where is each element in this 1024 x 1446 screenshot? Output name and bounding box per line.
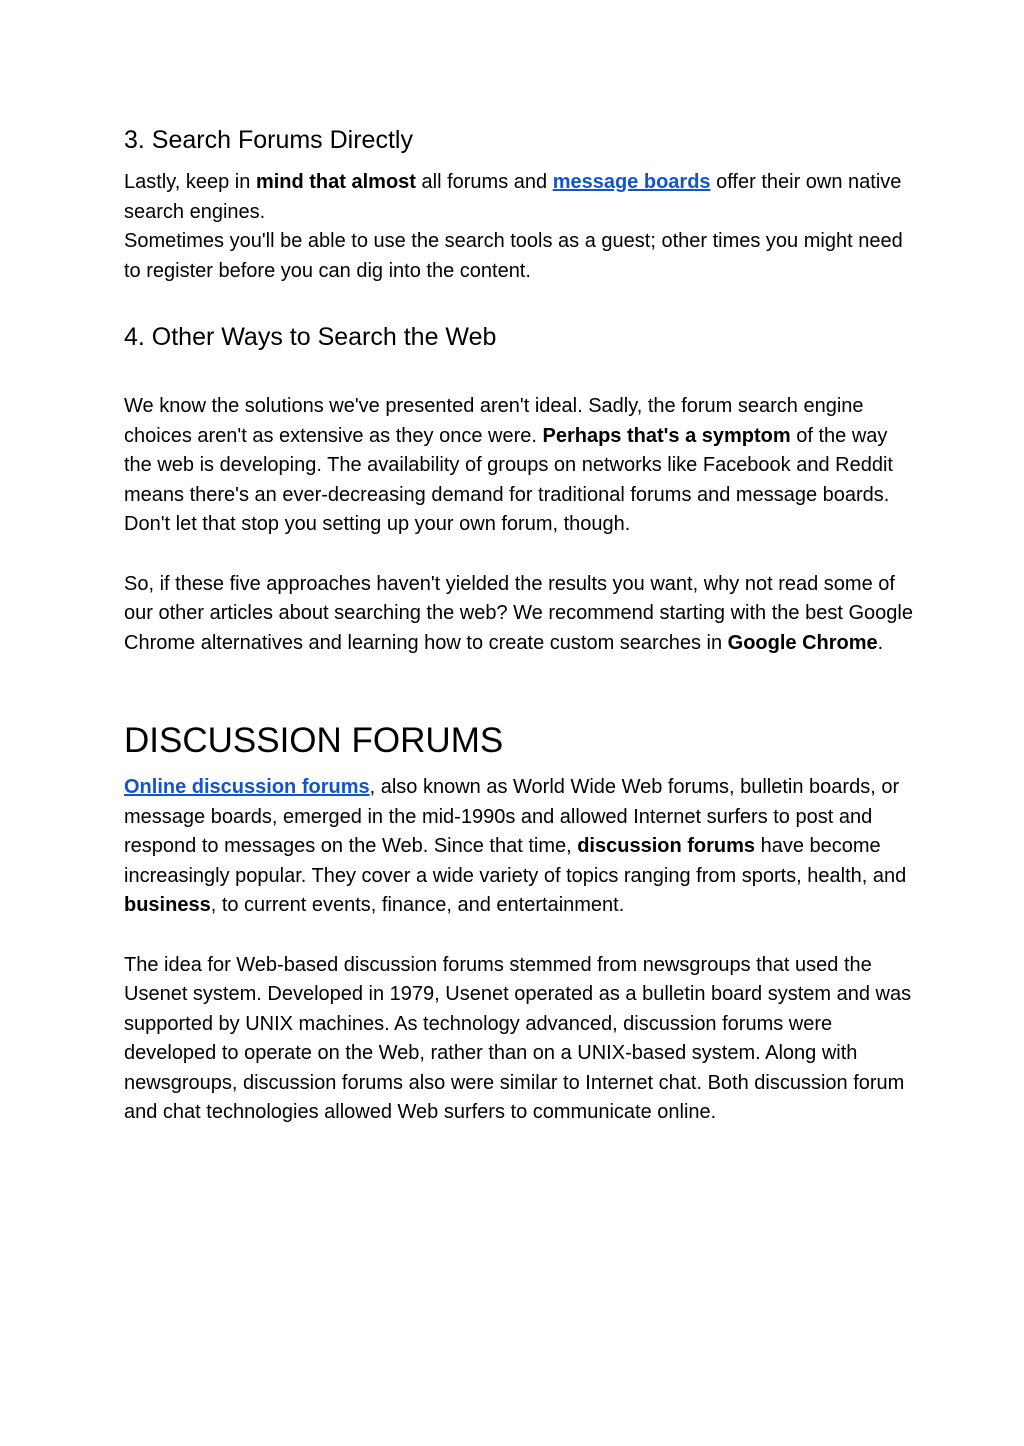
heading-discussion-forums: DISCUSSION FORUMS <box>124 721 504 760</box>
paragraph-usenet-history: The idea for Web-based discussion forums stemmed from newsgroups that used the Usenet system. Developed in 1979, Usenet operated as a bulletin board system and was supported by UNIX machines. As technology advanced, discussion forums were developed to operate on the Web, rather than on a UNIX-based system. Along with newsgroups, discussion forums also were similar to Internet chat. Both discussion forum and chat technologies allowed Web surfers to communicate online. <box>124 953 912 1123</box>
text-run: We know the solutions we've presented aren't ideal. Sadly, the forum search engine choices aren't as extensive as they once were. <box>124 395 864 447</box>
bold-text: mind that almost <box>255 171 416 193</box>
paragraph-search-forums <box>124 168 914 227</box>
paragraph-approaches <box>124 570 914 659</box>
text-run: . <box>877 631 884 654</box>
text-run: Lastly, keep in <box>124 171 256 193</box>
link-online-discussion-forums[interactable]: Online discussion forums <box>124 776 370 798</box>
heading-search-forums-directly: 3. Search Forums Directly <box>124 126 413 154</box>
link-message-boards[interactable]: message boards <box>552 171 711 193</box>
text-run: , also known as World Wide Web forums, bulletin boards, or message boards, emerged in the mid-1990s and allowed Internet surfers to post and respond to messages on the Web. Since that time, <box>124 776 900 857</box>
document-content <box>124 121 914 1128</box>
heading-other-ways: 4. Other Ways to Search the Web <box>124 323 497 351</box>
text-run: of the way the web is developing. The availability of groups on networks like Facebook and Reddit means there's an ever-decreasing demand for traditional forums and message boards. Don't let that stop you setting up your own forum, though. <box>124 424 893 535</box>
paragraph-online-forums <box>124 773 914 921</box>
text-run: all forums and <box>415 171 553 193</box>
text-run: offer their own native search engines. <box>124 171 902 223</box>
paragraph-search-tools-guest: Sometimes you'll be able to use the search tools as a guest; other times you might need to register before you can dig into the content. <box>124 230 903 282</box>
bold-text: Perhaps that's a symptom <box>542 424 791 447</box>
text-run: So, if these five approaches haven't yielded the results you want, why not read some of our other articles about searching the web? We recommend starting with the best Google Chrome alternatives and learning how to create custom searches in <box>124 572 913 654</box>
bold-text: business <box>124 894 211 916</box>
text-run: , to current events, finance, and entertainment. <box>210 894 625 916</box>
text-run: have become increasingly popular. They cover a wide variety of topics ranging from sports, health, and <box>124 835 907 887</box>
bold-text: discussion forums <box>577 835 756 857</box>
bold-text: Google Chrome <box>727 631 878 654</box>
paragraph-solutions <box>124 392 914 540</box>
